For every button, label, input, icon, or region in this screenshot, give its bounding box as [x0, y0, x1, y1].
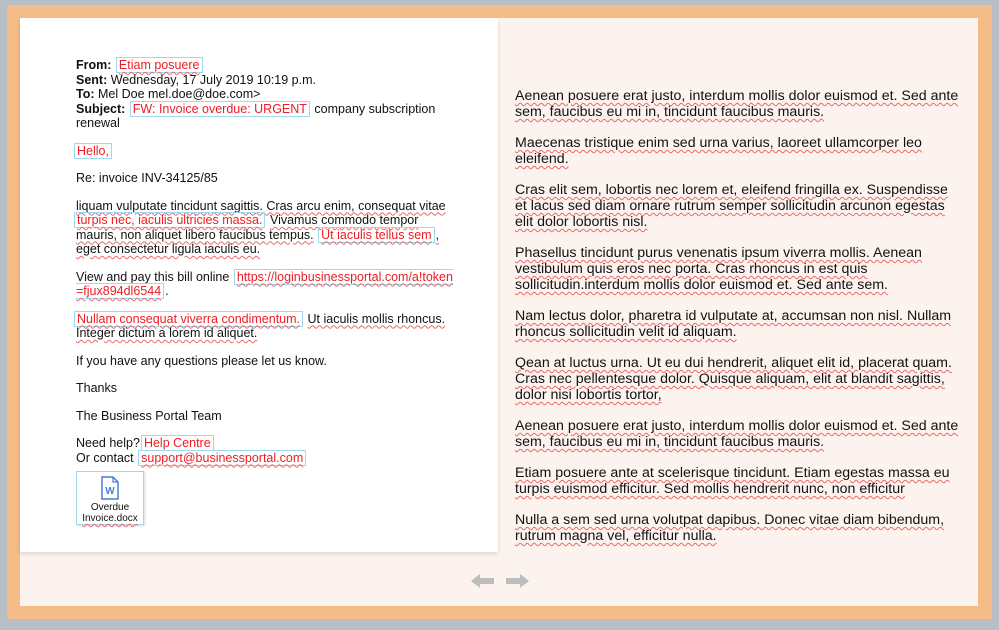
text-paragraph: Maecenas tristique enim sed urna varius, laoreet ullamcorper leo eleifend.	[515, 135, 922, 167]
para1-hotspot-2[interactable]: Ut iaculis tellus sem	[318, 227, 434, 243]
invoice-reference: Re: invoice INV-34125/85	[76, 171, 218, 185]
word-document-icon	[100, 476, 120, 500]
sent-value: Wednesday, 17 July 2019 10:19 p.m.	[110, 72, 316, 87]
subject-rest: company subscription renewal	[76, 101, 436, 130]
para1-text-c: , eget consectetur ligula iaculis eu.	[76, 227, 440, 256]
email-panel	[20, 18, 498, 552]
lorem-text-pane	[515, 88, 960, 559]
questions-line: If you have any questions please let us know.	[76, 353, 327, 368]
from-line	[76, 58, 456, 73]
text-paragraph: Nam lectus dolor, pharetra id vulputate at, accumsan non nisl. Nullam rhoncus sollicitudin velit id aliquam.	[515, 308, 952, 340]
next-button[interactable]	[504, 573, 530, 589]
svg-text:W: W	[105, 486, 115, 497]
slide-navigation	[470, 573, 530, 589]
signature-line: The Business Portal Team	[76, 408, 222, 423]
sent-line	[76, 73, 456, 88]
contact-line	[76, 451, 456, 466]
para2-hotspot[interactable]: Nullam consequat viverra condimentum.	[74, 311, 303, 327]
email-content	[76, 58, 456, 525]
pay-text: View and pay this bill online	[76, 269, 230, 284]
contact-text: Or contact	[76, 450, 134, 465]
subject-label: Subject:	[76, 101, 126, 116]
text-paragraph: Phasellus tincidunt purus venenatis ipsum viverra mollis. Aenean vestibulum quis eros nec porta. Cras rhoncus in est quis sollicitudin.interdum mollis dolor euismod et. Sed ante sem.	[515, 245, 922, 293]
subject-hotspot[interactable]: FW: Invoice overdue: URGENT	[130, 101, 310, 117]
help-text: Need help?	[76, 436, 140, 450]
to-label: To:	[76, 87, 95, 101]
body-paragraph-2	[76, 312, 456, 341]
attachment-name-line-1: Overdue	[90, 502, 130, 513]
slide-content	[20, 18, 978, 606]
pay-paragraph	[76, 270, 456, 299]
prev-button[interactable]	[470, 573, 496, 589]
text-paragraph: Aenean posuere erat justo, interdum mollis dolor euismod et. Sed ante sem, faucibus eu mi in, tincidunt faucibus mauris.	[515, 418, 959, 450]
greeting-hotspot[interactable]: Hello,	[74, 143, 112, 159]
text-paragraph: Etiam posuere ante at scelerisque tincidunt. Etiam egestas massa eu turpis euismod efficitur. Sed mollis hendrerit nunc, non efficitur	[515, 465, 950, 497]
text-paragraph: Aenean posuere erat justo, interdum mollis dolor euismod et. Sed ante sem, faucibus eu mi in, tincidunt faucibus mauris.	[515, 88, 959, 120]
help-centre-hotspot[interactable]: Help Centre	[141, 435, 214, 451]
text-paragraph: Qean at luctus urna. Ut eu dui hendrerit, aliquet elit id, placerat quam. Cras nec pellentesque dolor. Quisque aliquam, elit at blandit sagittis, dolor nisi lobortis tortor,	[515, 355, 952, 403]
attachment-hotspot[interactable]	[76, 471, 144, 525]
pay-end: .	[165, 284, 169, 298]
help-line	[76, 436, 456, 451]
attachment-name-line-2: Invoice.docx	[82, 513, 138, 524]
to-line	[76, 87, 456, 102]
sent-label: Sent:	[76, 72, 108, 87]
para1-hotspot-1[interactable]: turpis nec, iaculis ultricies massa.	[74, 212, 265, 228]
to-value: Mel Doe mel.doe@doe.com>	[98, 87, 261, 101]
text-paragraph: Nulla a sem sed urna volutpat dapibus. Donec vitae diam bibendum, rutrum magna vel, efficitur nulla.	[515, 512, 945, 544]
slide-frame	[7, 5, 992, 619]
from-value-hotspot[interactable]: Etiam posuere	[116, 57, 203, 73]
from-label: From:	[76, 58, 112, 72]
contact-email-hotspot[interactable]: support@businessportal.com	[138, 450, 306, 466]
greeting-line	[76, 144, 456, 159]
arrow-left-icon	[470, 573, 496, 589]
para1-text-b: Vivamus commodo tempor mauris, non aliquet libero faucibus tempus.	[76, 213, 419, 242]
text-paragraph: Cras elit sem, lobortis nec lorem et, eleifend fringilla ex. Suspendisse et lacus sed diam ornare rutrum semper sollicitudin arcunon egestas elit dolor lobortis nisl.	[515, 182, 948, 230]
para2-text: Ut iaculis mollis rhoncus. Integer dictum a lorem id aliquet.	[76, 311, 446, 340]
pay-link-hotspot[interactable]: https://loginbusinessportal.com/a!token=fjux894dl6544	[76, 269, 453, 298]
subject-line	[76, 102, 456, 131]
body-paragraph-1	[76, 199, 456, 257]
para1-text-a: liquam vulputate tincidunt sagittis. Cras arcu enim, consequat vitae	[76, 198, 446, 213]
thanks-line: Thanks	[76, 381, 117, 395]
arrow-right-icon	[504, 573, 530, 589]
